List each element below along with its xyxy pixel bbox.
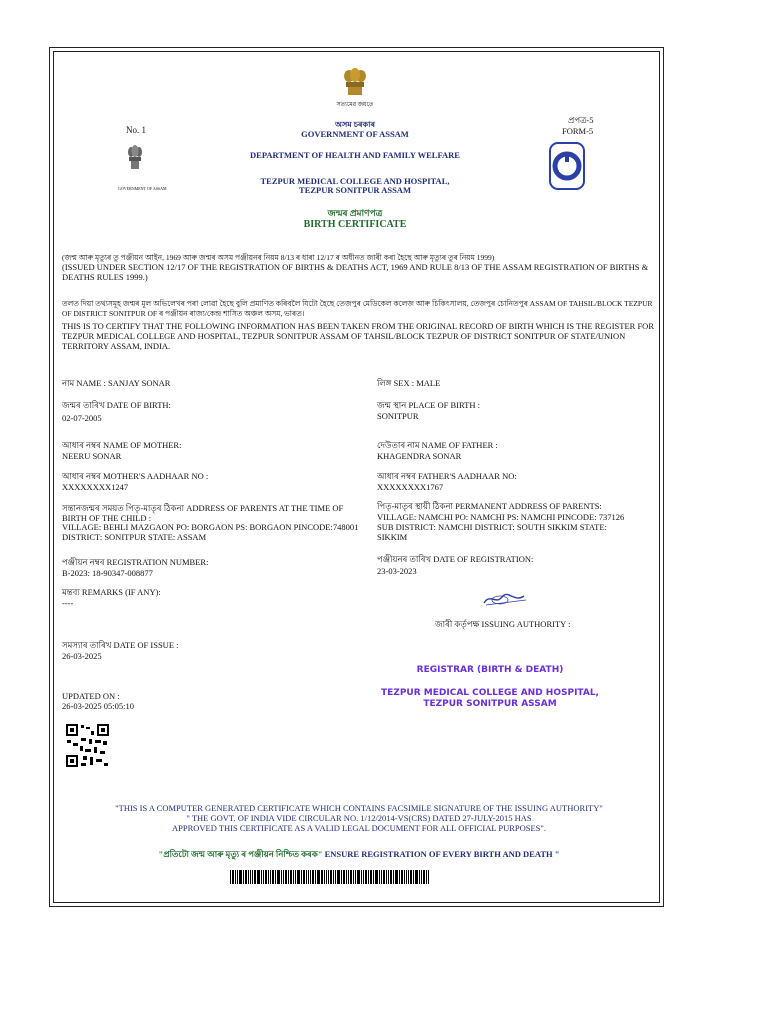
registrar-title: REGISTRAR (BIRTH & DEATH) (416, 665, 564, 675)
barcode-bar (270, 870, 271, 884)
footer-line1: "THIS IS A COMPUTER GENERATED CERTIFICATE WHICH CONTAINS FACSIMILE SIGNATURE OF THE ISSUING AUTHORITY" (115, 803, 603, 813)
barcode-bar (388, 870, 389, 884)
small-emblem-caption: GOVERNMENT OF ASSAM (118, 186, 167, 191)
registrar-line2: TEZPUR SONITPUR ASSAM (423, 699, 557, 709)
slogan-english: ENSURE REGISTRATION OF EVERY BIRTH AND DEATH " (324, 849, 560, 859)
mother-name-value: NEERU SONAR (62, 451, 122, 461)
department-name: DEPARTMENT OF HEALTH AND FAMILY WELFARE (250, 150, 460, 160)
footer-line3: APPROVED THIS CERTIFICATE AS A VALID LEGAL DOCUMENT FOR ALL OFFICIAL PURPOSES". (171, 823, 547, 833)
barcode-bar (410, 870, 412, 884)
barcode-bar (252, 870, 253, 884)
barcode-bar (355, 870, 356, 884)
form-english: FORM-5 (562, 126, 594, 136)
barcode-bar (341, 870, 342, 884)
preamble-assamese-issue: (জন্ম আৰু মৃত্যুৰ তু পঞ্জীয়ন আইন, 1969 আৰু জন্মৰ অসম পঞ্জীয়নৰ নিয়ম 8/13 ৰ ধাৰা 12/17 ৰ অধীনত জাৰী কৰা হৈছে আৰু মৃত্যুৰ তুৰ নিয়ম 1999) (62, 253, 495, 262)
barcode-bar (301, 870, 302, 884)
barcode-bar (283, 870, 284, 884)
remarks-label: মন্তব্য REMARKS (IF ANY): (62, 587, 161, 597)
barcode-bar (361, 870, 362, 884)
barcode-bar (235, 870, 236, 884)
father-name-value: KHAGENDRA SONAR (377, 451, 462, 461)
address-perm-line3: SIKKIM (377, 532, 408, 542)
barcode-bar (365, 870, 367, 884)
barcode-bar (265, 870, 267, 884)
barcode-bar (346, 870, 347, 884)
barcode-bar (333, 870, 334, 884)
barcode-bar (415, 870, 418, 884)
barcode-bar (288, 870, 289, 884)
barcode-bar (428, 870, 429, 884)
address-perm-line2: SUB DISTRICT: NAMCHI DISTRICT: SOUTH SIKKIM STATE: (377, 522, 607, 532)
barcode-bar (404, 870, 405, 884)
form-assamese: প্ৰপত্ৰ-5 (568, 115, 594, 125)
father-name-label: দেউতাৰ নাম NAME OF FATHER : (377, 440, 498, 450)
barcode-bar (363, 870, 364, 884)
barcode (230, 870, 480, 884)
father-aadhaar-value: XXXXXXXX1767 (377, 482, 444, 492)
barcode-bar (321, 870, 323, 884)
barcode-bar (324, 870, 325, 884)
title-english: BIRTH CERTIFICATE (303, 219, 407, 230)
address-birth-line1: VILLAGE: BEHLI MAZGAON PO: BORGAON PS: BORGAON PINCODE:748001 (62, 522, 359, 532)
state-emblem-icon (126, 144, 144, 174)
barcode-bar (290, 870, 292, 884)
barcode-bar (379, 870, 380, 884)
barcode-bar (350, 870, 352, 884)
footer-line2: " THE GOVT. OF INDIA VIDE CIRCULAR NO. 1/12/2014-VS(CRS) DATED 27-JULY-2015 HAS (186, 813, 532, 823)
qr-code-icon[interactable] (65, 723, 110, 768)
barcode-bar (353, 870, 354, 884)
barcode-bar (393, 870, 394, 884)
barcode-bar (370, 870, 372, 884)
barcode-bar (310, 870, 311, 884)
barcode-bar (421, 870, 422, 884)
barcode-bar (335, 870, 336, 884)
hospital-line2: TEZPUR SONITPUR ASSAM (299, 185, 411, 195)
barcode-bar (248, 870, 249, 884)
preamble-english-issue: (ISSUED UNDER SECTION 12/17 OF THE REGISTRATION OF BIRTHS & DEATHS ACT, 1969 AND RULE 8/13 OF THE ASSAM REGISTRATION OF BIRTHS & DEATHS RULES 1999.) (62, 262, 649, 282)
govt-assamese: অসম চৰকাৰ (335, 120, 375, 129)
reg-date-label: পঞ্জীয়নৰ তাৰিখ DATE OF REGISTRATION: (377, 554, 534, 564)
barcode-bar (343, 870, 345, 884)
barcode-bar (315, 870, 316, 884)
barcode-bar (423, 870, 425, 884)
certificate-no: No. 1 (126, 125, 146, 135)
barcode-bar (330, 870, 332, 884)
barcode-bar (243, 870, 244, 884)
barcode-bar (383, 870, 385, 884)
govt-english: GOVERNMENT OF ASSAM (301, 129, 409, 139)
barcode-bar (281, 870, 282, 884)
barcode-bar (230, 870, 231, 884)
barcode-bar (306, 870, 307, 884)
updated-label: UPDATED ON : (62, 691, 120, 701)
updated-value: 26-03-2025 05:05:10 (62, 701, 135, 711)
barcode-bar (348, 870, 349, 884)
barcode-bar (328, 870, 329, 884)
barcode-bar (413, 870, 414, 884)
hospital-line1: TEZPUR MEDICAL COLLEGE AND HOSPITAL, (260, 176, 450, 186)
barcode-bar (375, 870, 378, 884)
barcode-bar (386, 870, 387, 884)
barcode-bar (293, 870, 294, 884)
barcode-bar (317, 870, 320, 884)
remarks-value: ---- (62, 598, 74, 608)
address-perm-line1: VILLAGE: NAMCHI PO: NAMCHI PS: NAMCHI PINCODE: 737126 (377, 512, 625, 522)
barcode-bar (312, 870, 314, 884)
barcode-bar (337, 870, 340, 884)
barcode-bar (368, 870, 369, 884)
barcode-bar (245, 870, 247, 884)
title-assamese: জন্মৰ প্ৰমাণপত্ৰ (327, 208, 383, 218)
barcode-bar (326, 870, 327, 884)
barcode-bar (239, 870, 242, 884)
dob-value: 02-07-2005 (62, 413, 102, 423)
barcode-bar (268, 870, 269, 884)
barcode-bar (237, 870, 238, 884)
father-aadhaar-label: আধাৰ নম্বৰ FATHER'S AADHAAR NO: (377, 471, 517, 481)
barcode-bar (261, 870, 262, 884)
barcode-bar (406, 870, 407, 884)
barcode-bar (426, 870, 427, 884)
issue-date-label: সমস্যাৰ তাৰিখ DATE OF ISSUE : (62, 640, 179, 650)
address-birth-line2: DISTRICT: SONITPUR STATE: ASSAM (62, 532, 207, 542)
mother-aadhaar-label: আধাৰ নম্বৰ MOTHER'S AADHAAR NO : (62, 471, 209, 481)
barcode-bar (250, 870, 251, 884)
preamble-assamese-certify: তলত দিয়া তথ্যসমূহ জন্মৰ মূল অভিলেখৰ পৰা লোৱা হৈছে বুলি প্ৰমাণিত কৰিবলৈ যিটো হৈছে তেজপুৰ মেডিকেল কলেজ আৰু চিকিৎসালয়, তেজপুৰ চোনিতপুৰ ASSAM OF TAHSIL/BLOCK TEZPUR OF DISTRICT SONITPUR OF ৰ পঞ্জীয়ন ৰাজ্য/কেন্দ্ৰ শাসিত অঞ্চল অসম, ভাৰত। (62, 299, 653, 318)
issue-date-value: 26-03-2025 (62, 651, 102, 661)
barcode-bar (295, 870, 296, 884)
barcode-bar (257, 870, 260, 884)
sex-field: লিঙ্গ SEX : MALE (377, 378, 441, 388)
issuing-authority-label: জাৰী কৰ্তৃপক্ষ ISSUING AUTHORITY : (435, 619, 571, 629)
slogan (62, 848, 656, 862)
barcode-bar (401, 870, 403, 884)
pob-label: জন্ম স্থান PLACE OF BIRTH : (377, 400, 480, 410)
emblem-caption: সত্যমেৱ জয়তে (336, 102, 374, 108)
barcode-bar (419, 870, 420, 884)
barcode-bar (232, 870, 234, 884)
barcode-bar (275, 870, 276, 884)
mother-aadhaar-value: XXXXXXXX1247 (62, 482, 129, 492)
barcode-bar (373, 870, 374, 884)
barcode-bar (285, 870, 287, 884)
reg-date-value: 23-03-2023 (377, 566, 417, 576)
barcode-bar (308, 870, 309, 884)
barcode-bar (408, 870, 409, 884)
dob-label: জন্মৰ তাৰিখ DATE OF BIRTH: (62, 400, 171, 410)
barcode-bar (272, 870, 274, 884)
barcode-bar (297, 870, 300, 884)
barcode-bar (263, 870, 264, 884)
reg-number-label: পঞ্জীয়ন নম্বৰ REGISTRATION NUMBER: (62, 557, 209, 567)
barcode-bar (395, 870, 398, 884)
barcode-bar (303, 870, 305, 884)
barcode-bar (390, 870, 392, 884)
slogan-assamese: "প্ৰতিটো জন্ম আৰু মৃত্যু ৰ পঞ্জীয়ন নিশ্চিত কৰক" (158, 849, 323, 859)
address-perm-label: পিতৃ-মাতৃৰ স্থায়ী ঠিকনা PERMANENT ADDRESS OF PARENTS: (377, 501, 602, 511)
pob-value: SONITPUR (377, 411, 419, 421)
barcode-bar (357, 870, 360, 884)
mother-name-label: আধাৰ নম্বৰ NAME OF MOTHER: (62, 440, 182, 450)
barcode-bar (254, 870, 256, 884)
national-emblem-icon (340, 66, 370, 98)
barcode-bar (277, 870, 280, 884)
barcode-bar (381, 870, 382, 884)
registrar-line1: TEZPUR MEDICAL COLLEGE AND HOSPITAL, (381, 688, 599, 698)
reg-number-value: B-2023: 18-90347-008877 (62, 568, 153, 578)
name-field: নাম NAME : SANJAY SONAR (62, 378, 171, 388)
barcode-bar (399, 870, 400, 884)
preamble-english-certify: THIS IS TO CERTIFY THAT THE FOLLOWING INFORMATION HAS BEEN TAKEN FROM THE ORIGINAL RECORD OF BIRTH WHICH IS THE REGISTER FOR TEZPUR MEDICAL COLLEGE AND HOSPITAL, TEZPUR SONITPUR ASSAM OF TAHSIL/BLOCK TEZPUR OF DISTRICT SONITPUR OF STATE/UNION TERRITORY ASSAM, INDIA. (62, 321, 654, 351)
address-birth-label: সন্তানজন্মৰ সময়ত পিতৃ-মাতৃৰ ঠিকনা ADDRESS OF PARENTS AT THE TIME OF BIRTH OF THE CHILD : (62, 503, 344, 523)
signature-image (480, 591, 530, 609)
crs-logo-icon (549, 142, 585, 190)
